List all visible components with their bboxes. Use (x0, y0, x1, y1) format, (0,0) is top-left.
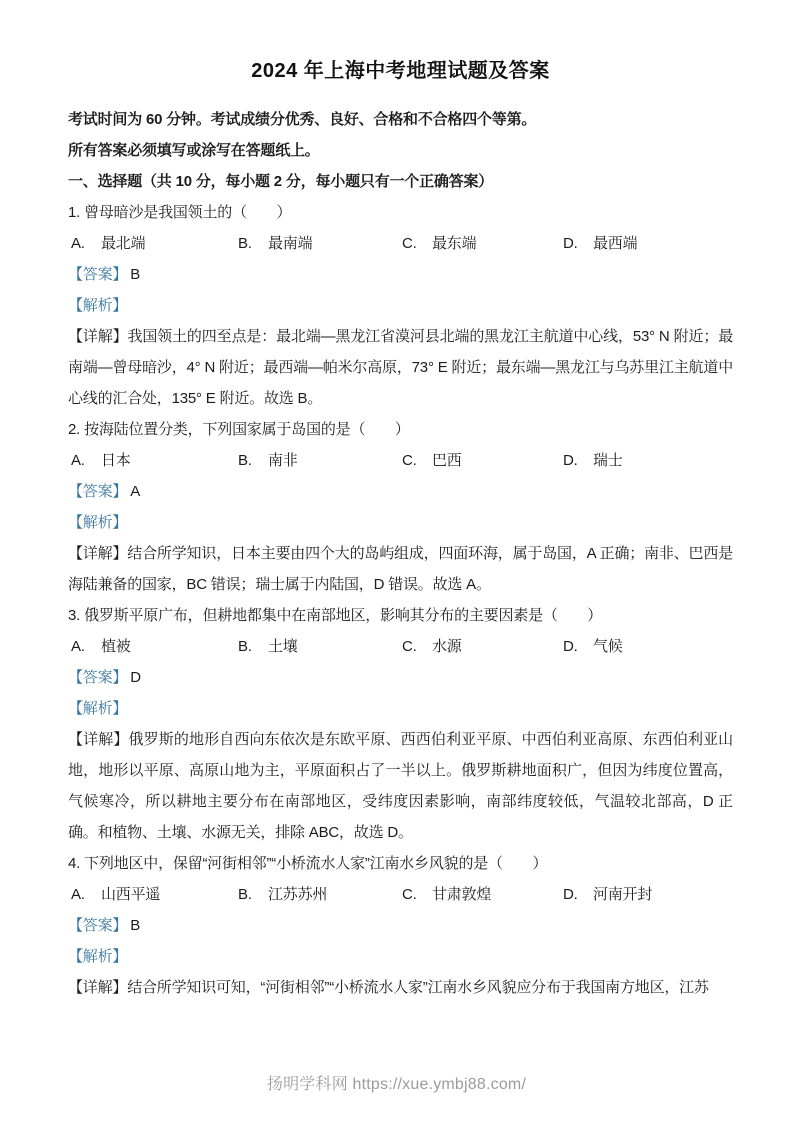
option-letter: A. (71, 638, 85, 655)
option-d (560, 228, 733, 259)
answer-label: 【答案】 (68, 483, 128, 500)
answer-line (68, 662, 733, 693)
option-letter: B. (238, 638, 252, 655)
option-text: 土壤 (268, 638, 298, 655)
option-letter: A. (71, 235, 85, 252)
option-text: 最南端 (268, 235, 313, 252)
analysis-label: 【解析】 (68, 297, 128, 314)
option-d (560, 631, 733, 662)
question-stem: 1. 曾母暗沙是我国领土的（ ） (68, 204, 292, 221)
option-a (68, 631, 235, 662)
option-text: 江苏苏州 (268, 886, 328, 903)
option-text: 瑞士 (593, 452, 623, 469)
option-b (235, 445, 399, 476)
options-row (68, 879, 733, 910)
exam-notice-1: 考试时间为 60 分钟。考试成绩分优秀、良好、合格和不合格四个等第。 (68, 111, 537, 128)
answer-value: B (130, 266, 141, 283)
option-a (68, 228, 235, 259)
option-letter: D. (563, 638, 578, 655)
option-text: 南非 (268, 452, 298, 469)
document-body (68, 104, 733, 1003)
analysis-label: 【解析】 (68, 948, 128, 965)
option-c (399, 879, 560, 910)
option-d (560, 445, 733, 476)
question-stem: 3. 俄罗斯平原广布，但耕地都集中在南部地区，影响其分布的主要因素是（ ） (68, 607, 603, 624)
site-watermark-footer: 扬明学科网 https://xue.ymbj88.com/ (266, 1076, 527, 1093)
options-row (68, 631, 733, 662)
answer-value: B (130, 917, 141, 934)
question-block-2 (68, 414, 733, 600)
question-block-4 (68, 848, 733, 1003)
detail-paragraph: 【详解】结合所学知识可知，“河街相邻”“小桥流水人家”江南水乡风貌应分布于我国南方地区，江苏 (68, 979, 709, 996)
answer-line (68, 476, 733, 507)
option-d (560, 879, 733, 910)
question-stem: 4. 下列地区中，保留“河街相邻”“小桥流水人家”江南水乡风貌的是（ ） (68, 855, 548, 872)
option-text: 日本 (101, 452, 131, 469)
option-c (399, 631, 560, 662)
option-letter: C. (402, 452, 417, 469)
answer-label: 【答案】 (68, 917, 128, 934)
section-heading: 一、选择题（共 10 分，每小题 2 分，每小题只有一个正确答案） (68, 173, 494, 190)
exam-notice-2: 所有答案必须填写或涂写在答题纸上。 (68, 142, 320, 159)
option-letter: A. (71, 452, 85, 469)
answer-line (68, 910, 733, 941)
option-letter: D. (563, 886, 578, 903)
option-text: 水源 (432, 638, 462, 655)
analysis-label: 【解析】 (68, 700, 128, 717)
option-text: 巴西 (432, 452, 462, 469)
option-b (235, 631, 399, 662)
option-text: 植被 (101, 638, 131, 655)
option-letter: C. (402, 235, 417, 252)
option-b (235, 228, 399, 259)
option-c (399, 445, 560, 476)
option-text: 最东端 (432, 235, 477, 252)
page-title: 2024 年上海中考地理试题及答案 (251, 60, 550, 82)
option-letter: B. (238, 886, 252, 903)
question-stem: 2. 按海陆位置分类，下列国家属于岛国的是（ ） (68, 421, 410, 438)
detail-paragraph: 【详解】俄罗斯的地形自西向东依次是东欧平原、西西伯利亚平原、中西伯利亚高原、东西伯利亚山地，地形以平原、高原山地为主，平原面积占了一半以上。俄罗斯耕地面积广，但因为纬度位置高，气候寒冷，所以耕地主要分布在南部地区，受纬度因素影响，南部纬度较低，气温较北部高，D 正确。和植物、土壤、水源无关，排除 ABC，故选 D。 (68, 731, 733, 841)
options-row (68, 445, 733, 476)
detail-paragraph: 【详解】我国领土的四至点是：最北端—黑龙江省漠河县北端的黑龙江主航道中心线，53° N 附近；最南端—曾母暗沙，4° N 附近；最西端—帕米尔高原，73° E 附近；最东端—黑龙江与乌苏里江主航道中心线的汇合处，135° E 附近。故选 B。 (68, 328, 733, 407)
option-text: 河南开封 (593, 886, 653, 903)
options-row (68, 228, 733, 259)
answer-value: D (130, 669, 141, 686)
question-block-1 (68, 197, 733, 414)
answer-value: A (130, 483, 141, 500)
option-a (68, 879, 235, 910)
answer-line (68, 259, 733, 290)
analysis-label: 【解析】 (68, 514, 128, 531)
option-letter: D. (563, 235, 578, 252)
question-block-3 (68, 600, 733, 848)
option-text: 山西平遥 (101, 886, 161, 903)
option-text: 最西端 (593, 235, 638, 252)
option-letter: B. (238, 235, 252, 252)
option-letter: A. (71, 886, 85, 903)
document-content (68, 0, 733, 1003)
option-text: 气候 (593, 638, 623, 655)
option-a (68, 445, 235, 476)
option-b (235, 879, 399, 910)
answer-label: 【答案】 (68, 266, 128, 283)
detail-paragraph: 【详解】结合所学知识，日本主要由四个大的岛屿组成，四面环海，属于岛国，A 正确；南非、巴西是海陆兼备的国家，BC 错误；瑞士属于内陆国，D 错误。故选 A。 (68, 545, 733, 593)
answer-label: 【答案】 (68, 669, 128, 686)
option-letter: C. (402, 638, 417, 655)
option-text: 最北端 (101, 235, 146, 252)
option-c (399, 228, 560, 259)
option-letter: C. (402, 886, 417, 903)
option-letter: D. (563, 452, 578, 469)
option-text: 甘肃敦煌 (432, 886, 492, 903)
option-letter: B. (238, 452, 252, 469)
